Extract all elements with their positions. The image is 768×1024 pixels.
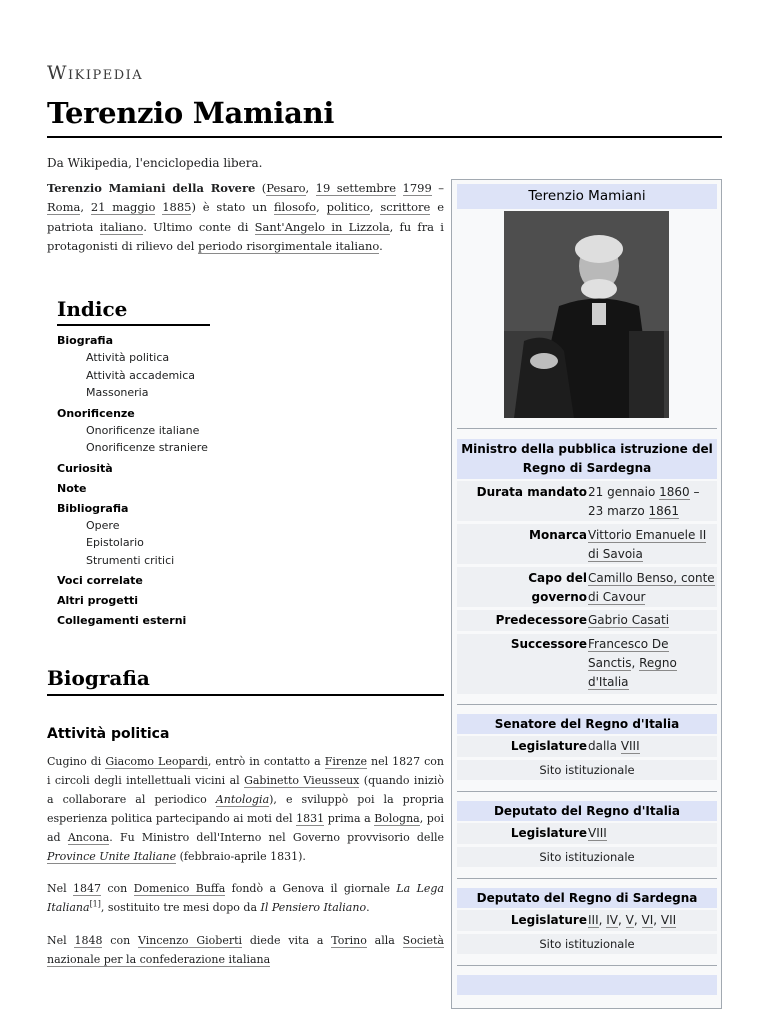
link-periodo-risorgimentale[interactable]: periodo risorgimentale italiano — [198, 238, 380, 253]
intro-paragraph — [47, 179, 444, 256]
infobox-divider — [457, 428, 717, 429]
link-cavour[interactable]: Camillo Benso, conte di Cavour — [588, 571, 715, 604]
text: – 23 marzo — [588, 485, 700, 518]
text: ( — [255, 181, 267, 195]
infobox-row-sito — [457, 760, 717, 780]
infobox-row-capo-governo — [457, 567, 717, 607]
toc-item[interactable]: Altri progetti — [57, 594, 139, 607]
label-predecessore: Predecessore — [495, 613, 587, 627]
portrait-image[interactable] — [504, 211, 669, 418]
tagline: Da Wikipedia, l'enciclopedia libera. — [47, 156, 263, 170]
toc-item[interactable]: Opere — [86, 518, 120, 532]
toc-item[interactable]: Curiosità — [57, 461, 113, 475]
toc-item[interactable]: Epistolario — [86, 536, 144, 549]
text: , — [369, 200, 381, 215]
text: nel 1827 con i circoli degli intellettuali vicini al — [47, 755, 445, 787]
text: . — [366, 901, 370, 914]
paragraph-3 — [47, 931, 444, 969]
toc-item[interactable]: Biografia — [57, 334, 114, 347]
toc-item[interactable]: Note — [57, 481, 87, 495]
label-legislature: Legislature — [510, 913, 587, 927]
table-of-contents — [57, 332, 357, 629]
text: , entrò in contatto a — [207, 755, 325, 768]
link-bologna[interactable]: Bologna — [374, 812, 420, 825]
label-capo-governo: Capo del governo — [528, 571, 587, 604]
separator: , — [598, 913, 607, 927]
link-1860[interactable]: 1860 — [659, 485, 690, 499]
toc-item[interactable]: Attività politica — [86, 351, 170, 364]
link-torino[interactable]: Torino — [331, 934, 367, 947]
text: con — [102, 934, 139, 947]
title-divider — [47, 136, 722, 138]
toc-item[interactable]: Massoneria — [86, 386, 149, 399]
separator: , — [653, 913, 661, 927]
text: (quando iniziò a collaborare al periodico — [47, 774, 444, 806]
text: dalla — [588, 739, 621, 753]
subject-name: Terenzio Mamiani della Rovere — [47, 181, 256, 195]
page-title: Terenzio Mamiani — [47, 96, 335, 130]
text: ) è stato un — [191, 200, 274, 215]
label-successore: Successore — [510, 637, 587, 651]
text: prima a — [324, 812, 375, 825]
value-durata — [588, 483, 716, 521]
infobox-row-sito — [457, 934, 717, 954]
toc-item[interactable]: Onorificenze italiane — [86, 423, 200, 437]
value-successore — [588, 635, 716, 692]
link-regno-italia[interactable]: Regno d'Italia — [588, 656, 677, 689]
link-antologia[interactable]: Antologia — [215, 793, 270, 806]
text: fondò a Genova il giornale — [225, 882, 397, 895]
link-vittorio-emanuele[interactable]: Vittorio Emanuele II di Savoia — [588, 528, 707, 561]
section-heading-biografia: Biografia — [47, 666, 150, 690]
text: , poi ad — [47, 812, 444, 844]
link-1885[interactable]: 1885 — [162, 200, 192, 215]
link-1799[interactable]: 1799 — [402, 181, 432, 195]
text: , — [305, 181, 316, 195]
link-21-maggio[interactable]: 21 maggio — [90, 200, 156, 215]
link-1861[interactable]: 1861 — [648, 504, 680, 518]
infobox-row-deputato-sardegna-legislature — [457, 910, 717, 931]
value-legislature — [588, 911, 716, 930]
paragraph-1 — [47, 752, 444, 866]
infobox-row-senatore-legislature — [457, 736, 717, 757]
infobox — [451, 179, 722, 1009]
infobox-divider — [457, 965, 717, 966]
infobox-title: Terenzio Mamiani — [457, 184, 717, 209]
toc-item[interactable]: Bibliografia — [57, 501, 129, 515]
link-sito-istituzionale[interactable]: Sito istituzionale — [539, 937, 635, 951]
value-monarca — [588, 526, 716, 564]
infobox-row-successore — [457, 634, 717, 694]
link-sito-istituzionale[interactable]: Sito istituzionale — [539, 763, 635, 777]
toc-item[interactable]: Attività accademica — [86, 368, 196, 382]
text: ), e sviluppò poi la propria esperienza politica partecipando ai moti del — [47, 793, 444, 825]
wikipedia-logo[interactable]: Wikipedia — [47, 62, 144, 84]
infobox-header-deputato-sardegna: Deputato del Regno di Sardegna — [457, 888, 717, 908]
text: e patriota — [47, 200, 445, 234]
text: . — [379, 238, 383, 253]
text: . Ultimo conte di — [143, 219, 255, 234]
infobox-row-durata — [457, 481, 717, 521]
section-divider — [47, 694, 444, 696]
link-de-sanctis[interactable]: Francesco De Sanctis — [588, 637, 669, 670]
infobox-row-predecessore — [457, 610, 717, 631]
link-politico[interactable]: politico — [326, 200, 370, 215]
label-monarca: Monarca — [529, 528, 587, 542]
text: – — [431, 181, 445, 195]
link-pesaro[interactable]: Pesaro — [266, 181, 306, 195]
link-ancona[interactable]: Ancona — [67, 831, 110, 844]
infobox-header-senatore: Senatore del Regno d'Italia — [457, 714, 717, 734]
toc-divider — [57, 324, 210, 326]
label-legislature: Legislature — [510, 739, 587, 753]
label-durata: Durata mandato — [476, 485, 587, 499]
link-gioberti[interactable]: Vincenzo Gioberti — [138, 934, 243, 947]
link-1847[interactable]: 1847 — [73, 882, 102, 895]
infobox-header-next — [457, 975, 717, 995]
toc-item[interactable]: Onorificenze — [57, 406, 135, 420]
separator: , — [618, 913, 626, 927]
link-province-unite[interactable]: Province Unite Italiane — [47, 850, 177, 863]
link-buffa[interactable]: Domenico Buffa — [133, 882, 226, 895]
text: diede vita a — [242, 934, 332, 947]
text: , — [80, 200, 91, 215]
reference-1[interactable]: [1] — [89, 899, 101, 909]
paragraph-2 — [47, 879, 444, 917]
link-legislatura[interactable]: III — [588, 913, 599, 927]
text: alla — [366, 934, 403, 947]
toc-item[interactable]: Strumenti critici — [86, 553, 175, 567]
separator: , — [633, 913, 642, 927]
text: . Fu Ministro dell'Interno nel Governo provvisorio delle — [109, 831, 444, 844]
link-sito-istituzionale[interactable]: Sito istituzionale — [539, 850, 635, 864]
value-legislature — [588, 737, 716, 756]
link-firenze[interactable]: Firenze — [324, 755, 368, 768]
link-casati[interactable]: Gabrio Casati — [588, 613, 670, 627]
newspaper-title-2: Il Pensiero Italiano — [260, 901, 367, 914]
link-roma[interactable]: Roma — [47, 200, 81, 215]
newspaper-title: La Lega Italiana — [47, 882, 444, 914]
label-legislature: Legislature — [510, 826, 587, 840]
infobox-divider — [457, 791, 717, 792]
infobox-divider — [457, 704, 717, 705]
subsection-heading-attivita-politica: Attività politica — [47, 726, 170, 742]
link-vieusseux[interactable]: Gabinetto Vieusseux — [244, 774, 360, 787]
text: , fu fra i protagonisti di rilievo del — [47, 219, 444, 253]
text — [396, 181, 402, 195]
link-legislatura[interactable]: V — [625, 913, 634, 927]
text: Nel — [47, 934, 75, 947]
text: (febbraio-aprile 1831). — [176, 850, 306, 863]
toc-heading: Indice — [57, 297, 128, 321]
text: , sostituito tre mesi dopo da — [100, 901, 261, 914]
link-santangelo[interactable]: Sant'Angelo in Lizzola — [254, 219, 390, 234]
text: , — [316, 200, 327, 215]
infobox-header-ministro: Ministro della pubblica istruzione del Regno di Sardegna — [457, 439, 717, 479]
link-filosofo[interactable]: filosofo — [273, 200, 317, 215]
text: Nel — [47, 882, 74, 895]
toc-item[interactable]: Collegamenti esterni — [57, 614, 187, 627]
infobox-divider — [457, 878, 717, 879]
value-legislature — [588, 824, 716, 843]
infobox-row-sito — [457, 847, 717, 867]
infobox-row-monarca — [457, 524, 717, 564]
link-legislatura[interactable]: IV — [606, 913, 619, 927]
infobox-header-deputato-italia: Deputato del Regno d'Italia — [457, 801, 717, 821]
text: 21 gennaio — [588, 485, 660, 499]
value-predecessore — [588, 611, 716, 630]
link-legislatura-viii[interactable]: VIII — [620, 739, 640, 753]
link-scrittore[interactable]: scrittore — [380, 200, 431, 215]
link-leopardi[interactable]: Giacomo Leopardi — [105, 755, 208, 768]
text: con — [101, 882, 134, 895]
link-1848[interactable]: 1848 — [74, 934, 103, 947]
link-societa-nazionale[interactable]: Società nazionale per la confederazione italiana — [47, 934, 444, 966]
link-19-settembre[interactable]: 19 settembre — [315, 181, 397, 195]
value-capo-governo — [588, 569, 716, 607]
link-legislatura[interactable]: VI — [641, 913, 654, 927]
text: Cugino di — [47, 755, 106, 768]
link-1831[interactable]: 1831 — [296, 812, 325, 825]
text: , — [631, 656, 640, 670]
link-legislatura[interactable]: VII — [660, 913, 677, 927]
toc-item[interactable]: Onorificenze straniere — [86, 441, 208, 454]
infobox-row-deputato-italia-legislature — [457, 823, 717, 844]
link-legislatura-viii[interactable]: VIII — [588, 826, 607, 840]
toc-item[interactable]: Voci correlate — [57, 574, 143, 587]
link-italiano[interactable]: italiano — [99, 219, 144, 234]
portrait-illustration — [504, 211, 669, 418]
